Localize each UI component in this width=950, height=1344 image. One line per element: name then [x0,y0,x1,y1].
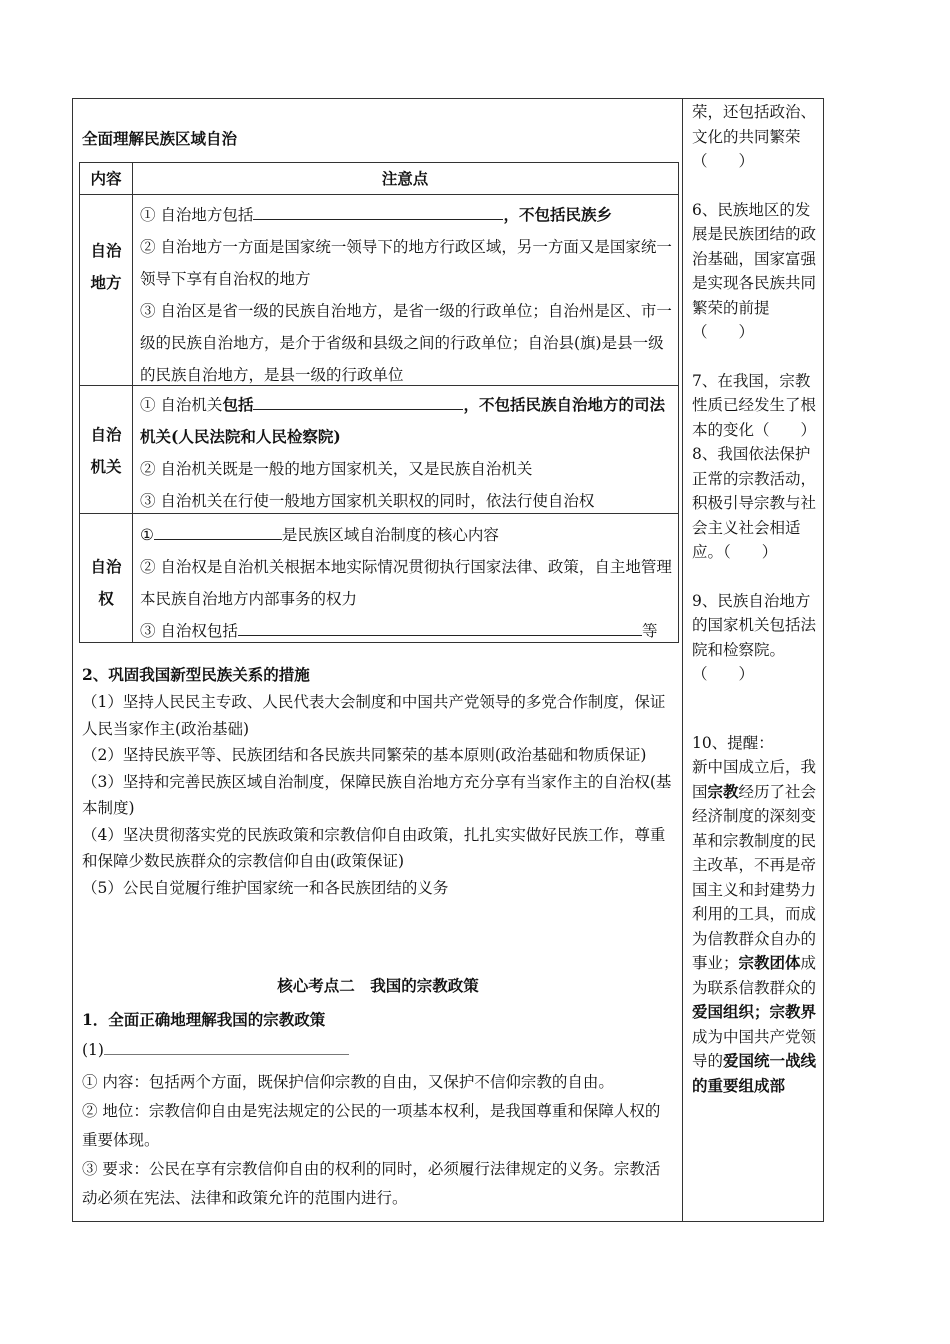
sidebar-item: 8、我国依法保护正常的宗教活动，积极引导宗教与社会主义社会相适应。（ ） [692,445,817,561]
sidebar [692,100,817,1098]
table-header-notes: 注意点 [381,169,429,188]
sidebar-item: 6、民族地区的发展是民族团结的政治基础，国家富强是实现各民族共同繁荣的前提（ ） [692,200,817,341]
row-content-autonomous-areas [140,199,672,391]
item-text: 宗教 [707,781,739,801]
row-label-line: 地方 [90,273,122,292]
section3-subtitle: 1．全面正确地理解我国的宗教政策 [82,1010,326,1029]
row-label-line: 机关 [90,457,122,476]
list-item: ③ 自治机关在行使一般地方国家机关职权的同时，依法行使自治权 [140,492,595,510]
item-text: 包括 [222,395,254,414]
item-text: ； [754,1002,770,1021]
item-text: 新中国成立后，我国 [692,758,817,801]
autonomy-table [79,162,679,643]
list-item: （5）公民自觉履行维护国家统一和各民族团结的义务 [82,878,449,897]
section1-title: 全面理解民族区域自治 [82,129,238,148]
item-text: 成为联系信教群众的 [692,954,817,997]
list-item: ② 地位：宗教信仰自由是宪法规定的公民的一项基本权利，是我国尊重和保障人权的重要体现。 [82,1102,661,1149]
item-text: 经历了社会经济制度的深刻变革和宗教制度的民主改革，不再是帝国主义和封建势力利用的工具，而成为信教群众自办的事业； [692,782,817,972]
item-text: (1) [82,1041,104,1059]
list-item: （1）坚持人民民主专政、人民代表大会制度和中国共产党领导的多党合作制度，保证人民当家作主(政治基础) [82,693,666,738]
list-item [140,615,672,647]
row-label-autonomous-areas [80,235,132,299]
fill-blank[interactable] [104,1036,349,1055]
list-item: ② 自治权是自治机关根据本地实际情况贯彻执行国家法律、政策，自主地管理本民族自治地方内部事务的权力 [140,558,672,608]
item-text: 爱国组织 [692,1002,755,1021]
sidebar-item: 9、民族自治地方的国家机关包括法院和检察院。（ ） [692,591,817,683]
item-text: ① [140,526,154,544]
item-text: ③ 自治权包括 [140,622,238,640]
list-item: （3）坚持和完善民族区域自治制度，保障民族自治地方充分享有当家作主的自治权(基本制度) [82,772,672,817]
row-label-line: 权 [98,589,114,608]
item-text: 爱国统一战线的重要组成部 [692,1051,817,1095]
item-text: ① 自治机关 [140,396,223,414]
list-item: （2）坚持民族平等、民族团结和各民族共同繁荣的基本原则(政治基础和物质保证) [82,746,647,764]
sidebar-item: 荣，还包括政治、文化的共同繁荣（ ） [692,103,817,170]
item-text: ，不包括民族乡 [503,205,612,224]
item-text: ① 自治地方包括 [140,206,254,224]
item-text: ，不包括民族自治地方的司法机关(人民法院和人民检察院) [140,395,665,446]
row-label-autonomy-rights [80,551,132,615]
section2 [82,661,674,901]
list-item: ② 自治地方一方面是国家统一领导下的地方行政区域，另一方面又是国家统一领导下享有自治权的地方 [140,238,672,288]
section3-list [82,1068,674,1213]
list-item: （4）坚决贯彻落实党的民族政策和宗教信仰自由政策，扎扎实实做好民族工作，尊重和保障少数民族群众的宗教信仰自由(政策保证) [82,825,666,870]
sidebar-item: 7、在我国，宗教性质已经发生了根本的变化（ ） [692,371,817,439]
fill-blank[interactable] [238,617,642,636]
sidebar-item-title: 10、提醒： [692,733,774,752]
item-text: 宗教团体 [738,953,801,972]
row-label-autonomous-organs [80,419,132,483]
section3-blank-item [82,1036,349,1064]
item-text: 成为中国共产党领导的 [692,1027,817,1070]
list-item: ③ 要求：公民在享有宗教信仰自由的权利的同时，必须履行法律规定的义务。宗教活动必须在宪法、法律和政策允许的范围内进行。 [82,1160,661,1207]
item-text: 是民族区域自治制度的核心内容 [281,526,499,544]
list-item: ① 内容：包括两个方面，既保护信仰宗教的自由，又保护不信仰宗教的自由。 [82,1073,614,1091]
table-column-divider [132,163,133,642]
fill-blank[interactable] [253,201,503,220]
row-label-line: 自治 [90,425,122,444]
item-text: 等 [641,622,658,640]
list-item: ③ 自治区是省一级的民族自治地方，是省一级的行政单位；自治州是区、市一级的民族自治地方，是介于省级和县级之间的行政单位；自治县(旗)是县一级的民族自治地方，是县一级的行政单位 [140,302,672,384]
row-label-line: 自治 [90,241,122,260]
fill-blank[interactable] [154,521,282,540]
item-text: 宗教界 [769,1002,817,1021]
list-item [140,519,672,551]
section2-title: 2、巩固我国新型民族关系的措施 [82,665,310,684]
row-content-autonomy-rights [140,519,672,647]
table-header-content: 内容 [90,169,122,188]
list-item: ② 自治机关既是一般的地方国家机关，又是民族自治机关 [140,460,533,478]
list-item [140,199,672,231]
row-content-autonomous-organs [140,389,672,517]
sidebar-item [692,755,817,1098]
section3-heading: 核心考点二 我国的宗教政策 [277,976,479,995]
fill-blank[interactable] [253,391,463,410]
row-label-line: 自治 [90,557,122,576]
column-divider [682,98,683,1222]
list-item [140,389,672,453]
